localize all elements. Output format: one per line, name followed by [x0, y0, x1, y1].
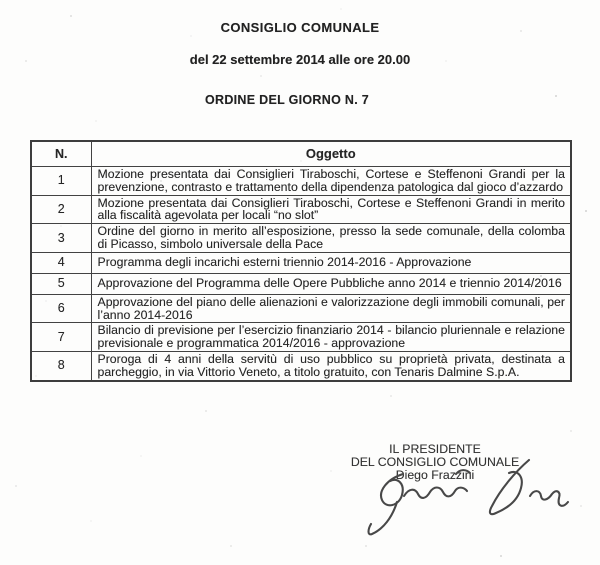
table-row — [31, 294, 571, 323]
signature-block — [325, 443, 545, 482]
row-subject: Approvazione del Programma delle Opere Pubbliche anno 2014 e triennio 2014/2016 — [91, 273, 571, 294]
table-row — [31, 273, 571, 294]
document-title: CONSIGLIO COMUNALE — [220, 20, 380, 35]
row-subject: Programma degli incarichi esterni triennio 2014-2016 - Approvazione — [91, 252, 571, 273]
row-number: 3 — [31, 224, 91, 253]
agenda-number-title: ORDINE DEL GIORNO N. 7 — [204, 93, 370, 107]
table-row — [31, 351, 571, 380]
table-row — [31, 252, 571, 273]
row-number: 5 — [31, 273, 91, 294]
row-subject: Proroga di 4 anni della servitù di uso pubblico su proprietà privata, destinata a parcheggio, in via Vittorio Veneto, a titolo gratuito, con Tenaris Dalmine S.p.A. — [91, 351, 571, 380]
row-number: 6 — [31, 294, 91, 323]
column-header-subject: Oggetto — [91, 141, 571, 167]
row-subject: Ordine del giorno in merito all’esposizione, presso la sede comunale, della colomba di Picasso, simbolo universale della Pace — [91, 224, 571, 253]
table-header-row — [31, 141, 571, 167]
signature-role-line: IL PRESIDENTE — [389, 442, 481, 456]
table-row — [31, 323, 571, 352]
table-row — [31, 195, 571, 224]
signature-org-line: DEL CONSIGLIO COMUNALE — [350, 455, 520, 469]
row-number: 4 — [31, 252, 91, 273]
row-subject: Bilancio di previsione per l’esercizio finanziario 2014 - bilancio pluriennale e relazione previsionale e programmatica 2014/2016 - approvazione — [91, 323, 571, 352]
scan-noise-speckles — [0, 0, 2, 2]
row-subject: Mozione presentata dai Consiglieri Tiraboschi, Cortese e Steffenoni Grandi in merito alla fiscalità agevolata per locali “no slot” — [91, 195, 571, 224]
column-header-number: N. — [31, 141, 91, 167]
row-number: 1 — [31, 167, 91, 196]
row-number: 7 — [31, 323, 91, 352]
row-number: 2 — [31, 195, 91, 224]
document-date-line: del 22 settembre 2014 alle ore 20.00 — [189, 52, 411, 67]
signatory-name: Diego Frazzini — [395, 468, 475, 482]
agenda-table — [30, 140, 572, 382]
table-row — [31, 224, 571, 253]
row-subject: Approvazione del piano delle alienazioni e valorizzazione degli immobili comunali, per l’anno 2014-2016 — [91, 294, 571, 323]
row-subject: Mozione presentata dai Consiglieri Tiraboschi, Cortese e Steffenoni Grandi per la prevenzione, contrasto e trattamento della dipendenza patologica dal gioco d’azzardo — [91, 167, 571, 196]
table-row — [31, 167, 571, 196]
row-number: 8 — [31, 351, 91, 380]
